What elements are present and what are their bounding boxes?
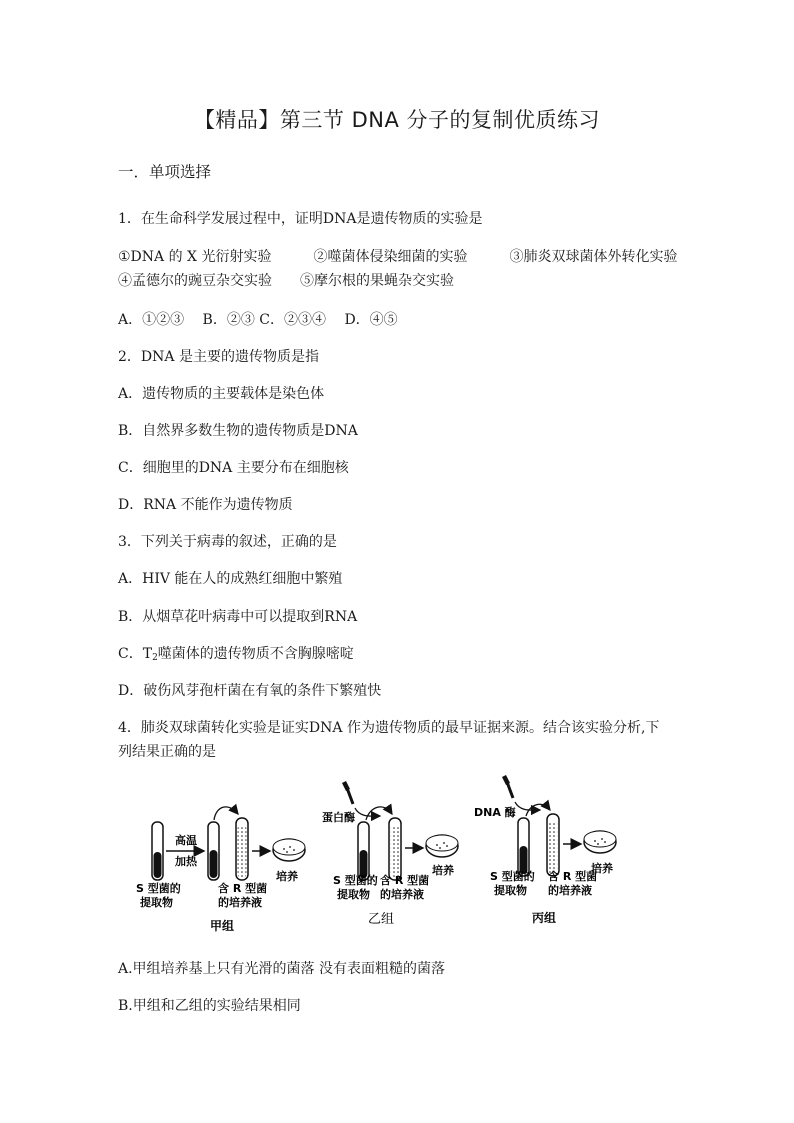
s-extract-tube-icon	[152, 822, 163, 880]
petri-dish-icon	[273, 839, 305, 861]
transformation-experiment-figure	[0, 770, 794, 940]
s-extract-label-1: S 型菌的	[333, 874, 378, 887]
r-culture-label-2: 的培养液	[380, 888, 424, 901]
group-bing	[474, 776, 616, 925]
group-label-jia: 甲组	[210, 919, 235, 933]
heated-tube-icon	[208, 822, 219, 880]
page-title: 【精品】第三节 DNA 分子的复制优质练习	[193, 108, 601, 132]
drop-arrow-icon	[515, 802, 540, 810]
q1-stem: 1．在生命科学发展过程中，证明DNA是遗传物质的实验是	[118, 211, 483, 227]
s-extract-tube-icon	[358, 822, 369, 880]
q2-option-a: A．遗传物质的主要载体是染色体	[118, 386, 325, 402]
culture-label: 培养	[591, 862, 613, 875]
q3-option-a: A．HIV 能在人的成熟红细胞中繁殖	[118, 571, 343, 587]
q3-option-c	[118, 643, 354, 663]
dropper-icon	[344, 782, 353, 804]
petri-dish-icon	[426, 835, 458, 857]
culture-label: 培养	[276, 870, 298, 883]
dropper-icon	[504, 776, 513, 798]
q1-options: A．①②③ B．②③ C．②③④ D．④⑤	[118, 312, 398, 328]
q3-option-c-suffix: 噬菌体的遗传物质不含胸腺嘧啶	[157, 646, 354, 662]
s-extract-label-2: 提取物	[337, 888, 370, 901]
protease-label: 蛋白酶	[322, 811, 355, 824]
pour-arrow-icon	[214, 807, 238, 820]
pour-arrow-icon	[366, 807, 392, 820]
q4-stem-line1: 4．肺炎双球菌转化实验是证实DNA 作为遗传物质的最早证据来源。结合该实验分析,下	[118, 720, 660, 736]
q4-option-a: A.甲组培养基上只有光滑的菌落 没有表面粗糙的菌落	[118, 961, 446, 977]
q2-option-c: C．细胞里的DNA 主要分布在细胞核	[118, 460, 349, 476]
q2-stem: 2．DNA 是主要的遗传物质是指	[118, 349, 319, 365]
group-jia	[136, 807, 305, 933]
r-culture-tube-icon	[547, 814, 559, 876]
s-extract-label-1: S 型菌的	[490, 870, 535, 883]
group-label-yi: 乙组	[368, 912, 395, 927]
r-culture-tube-icon	[236, 818, 248, 880]
q3-option-c-prefix: C．T	[118, 646, 153, 662]
section-heading: 一．单项选择	[118, 163, 212, 181]
r-culture-label-1: 含 R 型菌	[548, 870, 598, 883]
q4-stem-line2: 列结果正确的是	[118, 744, 216, 760]
heat-label-1: 高温	[175, 834, 197, 847]
r-culture-label-2: 的培养液	[218, 896, 262, 909]
q3-option-d: D．破伤风芽孢杆菌在有氧的条件下繁殖快	[118, 683, 382, 699]
heat-label-2: 加热	[175, 855, 197, 868]
s-extract-label-2: 提取物	[494, 884, 527, 897]
q3-option-b: B．从烟草花叶病毒中可以提取到RNA	[118, 609, 358, 625]
petri-dish-icon	[584, 831, 616, 853]
q2-option-d: D．RNA 不能作为遗传物质	[118, 497, 293, 513]
r-culture-label-2: 的培养液	[548, 884, 592, 897]
s-extract-tube-icon	[518, 818, 529, 876]
q1-items-line2: ④孟德尔的豌豆杂交实验 ⑤摩尔根的果蝇杂交实验	[118, 273, 454, 289]
culture-label: 培养	[432, 864, 454, 877]
q2-option-b: B．自然界多数生物的遗传物质是DNA	[118, 423, 358, 439]
s-extract-label-2: 提取物	[140, 896, 173, 909]
q4-option-b: B.甲组和乙组的实验结果相同	[118, 998, 301, 1014]
q1-items-line1: ①DNA 的 X 光衍射实验 ②噬菌体侵染细菌的实验 ③肺炎双球菌体外转化实验	[118, 249, 678, 265]
q3-option-c-subscript: 2	[152, 653, 158, 663]
q3-stem: 3．下列关于病毒的叙述，正确的是	[118, 534, 337, 550]
r-culture-label-1: 含 R 型菌	[218, 882, 268, 895]
group-yi	[322, 782, 458, 927]
dnase-label: DNA 酶	[474, 806, 516, 819]
group-label-bing: 丙组	[532, 911, 557, 925]
r-culture-label-1: 含 R 型菌	[380, 874, 430, 887]
r-culture-tube-icon	[389, 818, 401, 880]
s-extract-label-1: S 型菌的	[136, 882, 181, 895]
